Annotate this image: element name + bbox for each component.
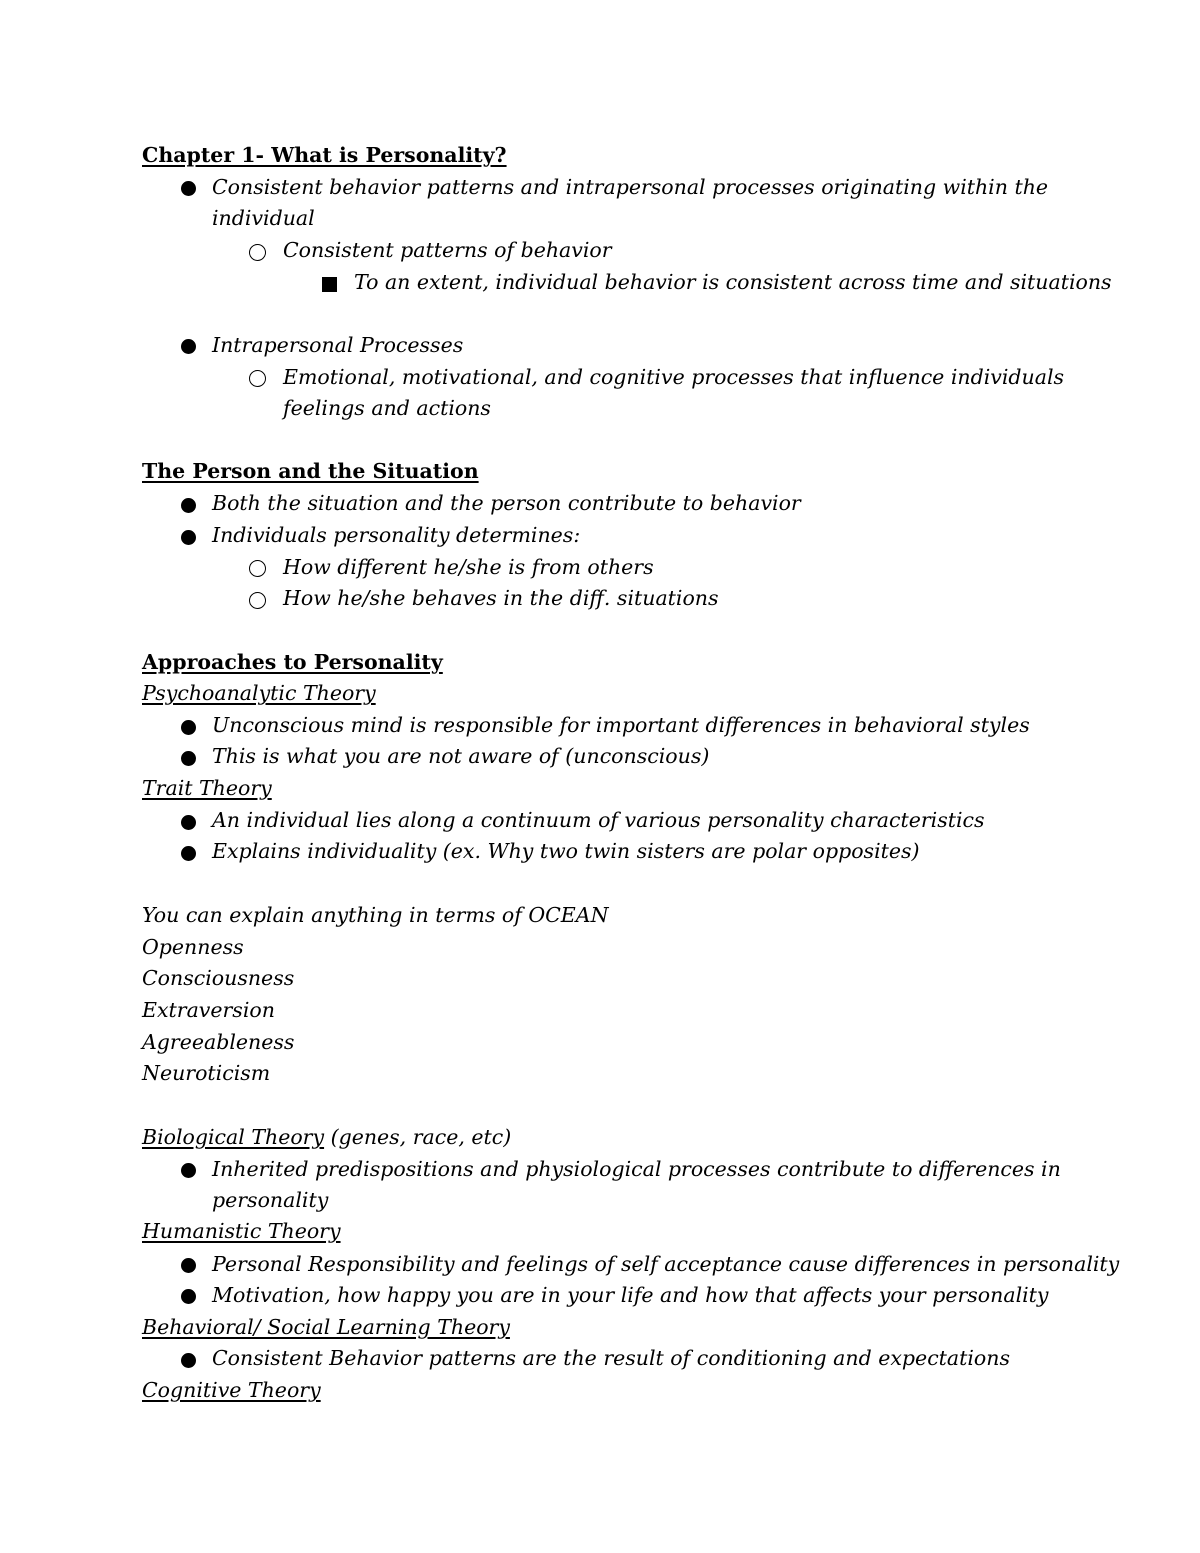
bullet-disc-icon — [181, 846, 196, 861]
ocean-neuroticism: Neuroticism — [142, 1061, 271, 1085]
bullet-circle-icon — [249, 370, 266, 387]
ocean-openness: Openness — [142, 935, 244, 959]
ocean-intro: You can explain anything in terms of OCEAN — [142, 903, 609, 927]
psychoanalytic-title: Psychoanalytic Theory — [142, 681, 376, 705]
chapter1-bullet2: Intrapersonal Processes — [212, 333, 464, 357]
chapter1-bullet2-sub-line1: Emotional, motivational, and cognitive processes that influence individuals — [283, 365, 1065, 389]
bullet-disc-icon — [181, 181, 196, 196]
person-situation-sub1: How different he/she is from others — [283, 555, 654, 579]
bullet-disc-icon — [181, 1163, 196, 1178]
ocean-agreeableness: Agreeableness — [142, 1030, 295, 1054]
behavioral-bullet-1: Consistent Behavior patterns are the result of conditioning and expectations — [212, 1346, 1010, 1370]
chapter1-bullet2-sub-line2: feelings and actions — [283, 396, 491, 420]
bullet-disc-icon — [181, 751, 196, 766]
biological-bullet-line2: personality — [212, 1188, 329, 1212]
chapter1-bullet1-subsub: To an extent, individual behavior is consistent across time and situations — [354, 270, 1112, 294]
biological-title-suffix: (genes, race, etc) — [324, 1125, 512, 1149]
person-situation-bullet1: Both the situation and the person contribute to behavior — [212, 491, 801, 515]
cognitive-title: Cognitive Theory — [142, 1378, 321, 1402]
bullet-disc-icon — [181, 530, 196, 545]
behavioral-title: Behavioral/ Social Learning Theory — [142, 1315, 510, 1339]
psychoanalytic-bullet-2: This is what you are not aware of (unconscious) — [212, 744, 710, 768]
chapter1-heading: Chapter 1- What is Personality? — [142, 143, 507, 167]
bullet-circle-icon — [249, 244, 266, 261]
chapter1-bullet1-line2: individual — [212, 206, 315, 230]
biological-title: Biological Theory — [142, 1125, 325, 1149]
bullet-disc-icon — [181, 498, 196, 513]
bullet-circle-icon — [249, 560, 266, 577]
approaches-heading: Approaches to Personality — [142, 650, 443, 674]
humanistic-title: Humanistic Theory — [142, 1219, 341, 1243]
bullet-circle-icon — [249, 592, 266, 609]
bullet-disc-icon — [181, 720, 196, 735]
biological-bullet-line1: Inherited predispositions and physiological processes contribute to differences in — [212, 1157, 1061, 1181]
person-situation-sub2: How he/she behaves in the diff. situations — [283, 586, 719, 610]
bullet-square-icon — [322, 277, 337, 292]
person-situation-heading: The Person and the Situation — [142, 459, 479, 483]
person-situation-bullet2: Individuals personality determines: — [212, 523, 581, 547]
biological-title-line — [142, 1122, 511, 1153]
ocean-consciousness: Consciousness — [142, 966, 295, 990]
bullet-disc-icon — [181, 1258, 196, 1273]
humanistic-bullet-2: Motivation, how happy you are in your life and how that affects your personality — [212, 1283, 1049, 1307]
chapter1-bullet1-sub: Consistent patterns of behavior — [283, 238, 612, 262]
bullet-disc-icon — [181, 1289, 196, 1304]
humanistic-bullet-1: Personal Responsibility and feelings of self acceptance cause differences in personality — [212, 1252, 1120, 1276]
bullet-disc-icon — [181, 1353, 196, 1368]
trait-title: Trait Theory — [142, 776, 272, 800]
ocean-extraversion: Extraversion — [142, 998, 275, 1022]
chapter1-bullet1-line1: Consistent behavior patterns and intrapersonal processes originating within the — [212, 175, 1049, 199]
psychoanalytic-bullet-1: Unconscious mind is responsible for important differences in behavioral styles — [212, 713, 1030, 737]
bullet-disc-icon — [181, 815, 196, 830]
bullet-disc-icon — [181, 339, 196, 354]
trait-bullet-1: An individual lies along a continuum of various personality characteristics — [212, 808, 985, 832]
trait-bullet-2: Explains individuality (ex. Why two twin sisters are polar opposites) — [212, 839, 920, 863]
